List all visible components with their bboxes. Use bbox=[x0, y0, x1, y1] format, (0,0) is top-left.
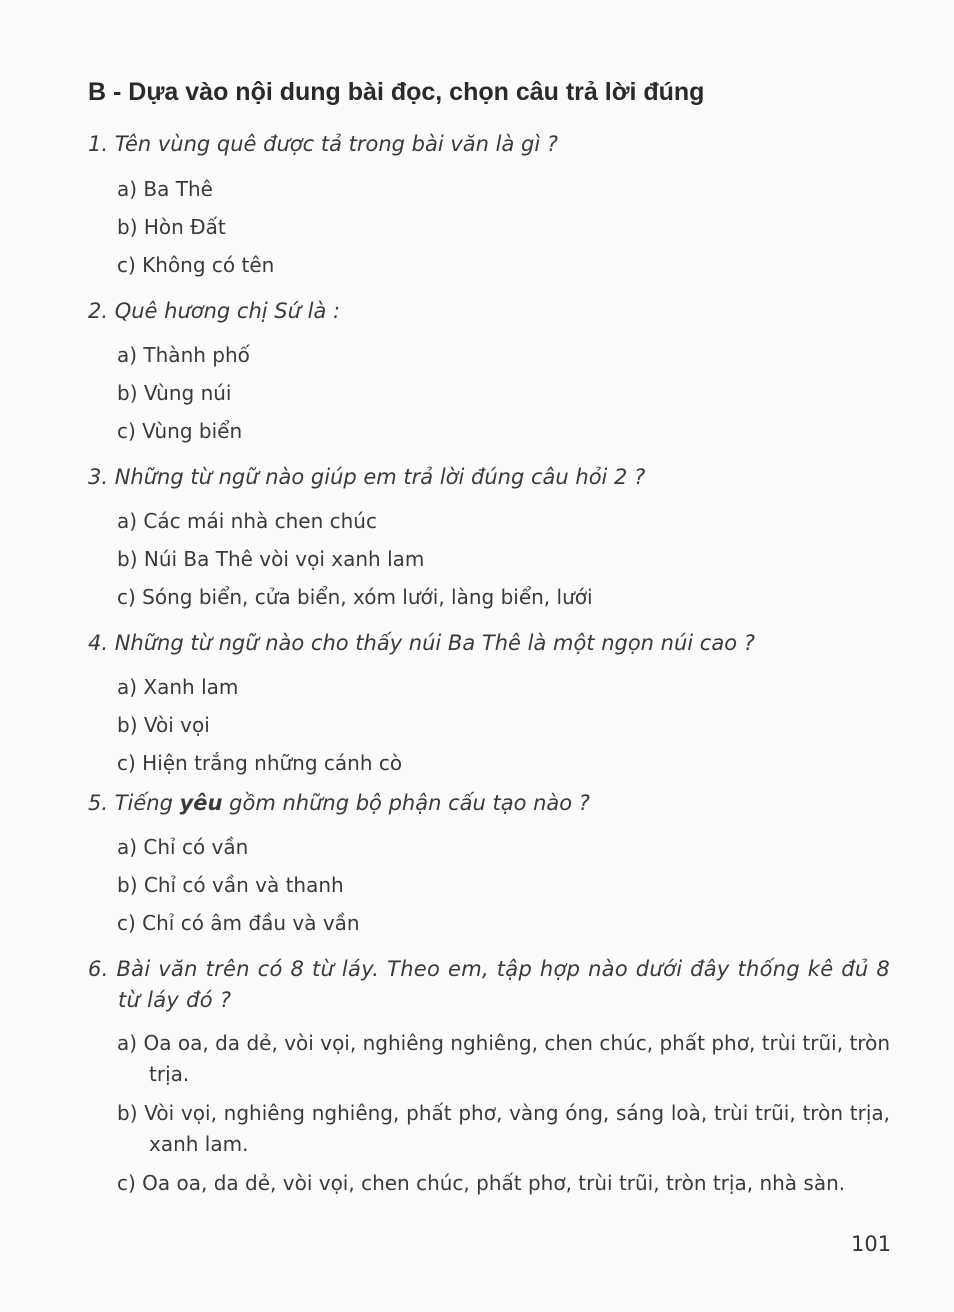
question-5-text-start: 5. Tiếng bbox=[88, 791, 180, 815]
question-4: 4. Những từ ngữ nào cho thấy núi Ba Thê là một ngọn núi cao ? bbox=[88, 631, 755, 655]
question-5-text-end: gồm những bộ phận cấu tạo nào ? bbox=[222, 791, 590, 815]
question-6-option-b: b) Vòi vọi, nghiêng nghiêng, phất phơ, vàng óng, sáng loà, trùi trũi, tròn trịa, xanh lam. bbox=[117, 1101, 890, 1156]
question-3-option-c: c) Sóng biển, cửa biển, xóm lưới, làng biển, lưới bbox=[117, 585, 593, 609]
question-2-option-a: a) Thành phố bbox=[117, 343, 250, 367]
question-5-keyword: yêu bbox=[179, 791, 223, 815]
question-3-option-b: b) Núi Ba Thê vòi vọi xanh lam bbox=[117, 547, 425, 571]
question-1-option-c: c) Không có tên bbox=[117, 253, 275, 277]
question-1-option-b: b) Hòn Đất bbox=[117, 215, 226, 239]
question-5-option-a: a) Chỉ có vần bbox=[117, 835, 249, 859]
question-6: 6. Bài văn trên có 8 từ láy. Theo em, tập hợp nào dưới đây thống kê đủ 8 từ láy đó ? bbox=[88, 957, 890, 1012]
section-heading: B - Dựa vào nội dung bài đọc, chọn câu trả lời đúng bbox=[88, 78, 705, 106]
question-4-option-b: b) Vòi vọi bbox=[117, 713, 210, 737]
question-4-option-a: a) Xanh lam bbox=[117, 675, 239, 699]
question-2-option-b: b) Vùng núi bbox=[117, 381, 232, 405]
question-3: 3. Những từ ngữ nào giúp em trả lời đúng câu hỏi 2 ? bbox=[88, 465, 646, 489]
question-5-option-c: c) Chỉ có âm đầu và vần bbox=[117, 911, 360, 935]
question-2-option-c: c) Vùng biển bbox=[117, 419, 243, 443]
page-number: 101 bbox=[851, 1232, 892, 1256]
question-1-option-a: a) Ba Thê bbox=[117, 177, 213, 201]
question-6-option-a: a) Oa oa, da dẻ, vòi vọi, nghiêng nghiêng, chen chúc, phất phơ, trùi trũi, tròn trịa. bbox=[117, 1031, 890, 1086]
question-3-option-a: a) Các mái nhà chen chúc bbox=[117, 509, 377, 533]
question-5-option-b: b) Chỉ có vần và thanh bbox=[117, 873, 344, 897]
question-1: 1. Tên vùng quê được tả trong bài văn là gì ? bbox=[88, 132, 559, 156]
question-5 bbox=[88, 788, 890, 819]
question-6-option-c: c) Oa oa, da dẻ, vòi vọi, chen chúc, phất phơ, trùi trũi, tròn trịa, nhà sàn. bbox=[117, 1171, 846, 1195]
question-4-option-c: c) Hiện trắng những cánh cò bbox=[117, 751, 403, 775]
question-2: 2. Quê hương chị Sứ là : bbox=[88, 299, 341, 323]
